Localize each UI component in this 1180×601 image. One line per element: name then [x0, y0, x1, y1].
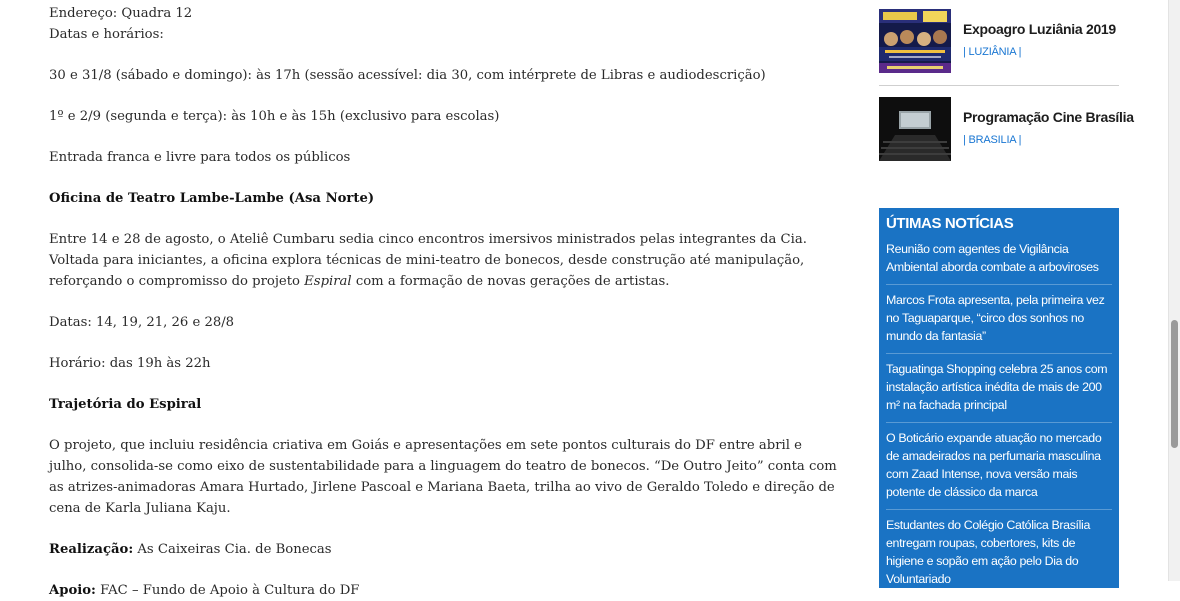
- news-link[interactable]: O Boticário expande atuação no mercado de amadeirados na perfumaria masculina com Zaad Intense, nova versão mais potente de clássico da marca: [886, 422, 1112, 509]
- cinema-thumbnail[interactable]: [879, 97, 951, 161]
- news-link[interactable]: Estudantes do Colégio Católica Brasília entregam roupas, cobertores, kits de higiene e sopão em ação pelo Dia do Voluntariado: [886, 509, 1112, 596]
- credits-line: [49, 539, 839, 560]
- latest-news-heading: ÚTIMAS NOTÍCIAS: [886, 215, 1014, 232]
- news-link[interactable]: Reunião com agentes de Vigilância Ambiental aborda combate a arboviroses: [886, 242, 1099, 274]
- schedule-weekday: 1º e 2/9 (segunda e terça): às 10h e às 15h (exclusivo para escolas): [49, 109, 500, 124]
- address-text: Endereço: Quadra 12: [49, 6, 193, 21]
- schedule-weekend: 30 e 31/8 (sábado e domingo): às 17h (sessão acessível: dia 30, com intérprete de Libras e audiodescrição): [49, 68, 766, 83]
- support-line: [49, 580, 839, 601]
- related-post-cine-brasilia[interactable]: [879, 97, 1134, 163]
- project-name-emphasis: Espiral: [304, 274, 352, 289]
- scrollbar-thumb[interactable]: [1171, 320, 1178, 448]
- workshop-time: Horário: das 19h às 22h: [49, 356, 211, 371]
- related-category[interactable]: | LUZIÂNIA |: [963, 46, 1022, 58]
- scrollbar[interactable]: [1168, 0, 1180, 581]
- workshop-text-part-1: Entre 14 e 28 de agosto, o Ateliê Cumbaru sedia cinco encontros imersivos ministrados pelas integrantes da Cia. Voltada para iniciantes, a oficina explora técnicas de mini-teatro de bonecos, desde construção até manipulação, reforçando o compromisso do projeto: [49, 232, 807, 289]
- article-body: [49, 0, 839, 601]
- news-link[interactable]: Taguatinga Shopping celebra 25 anos com instalação artística inédita de mais de 200 m² na fachada principal: [886, 353, 1112, 422]
- latest-news-widget: [879, 208, 1119, 588]
- related-category[interactable]: | BRASILIA |: [963, 134, 1022, 146]
- divider: [879, 85, 1119, 86]
- related-title[interactable]: Expoagro Luziânia 2019: [963, 21, 1116, 37]
- related-title[interactable]: Programação Cine Brasília: [963, 109, 1134, 125]
- workshop-text-part-2: com a formação de novas gerações de artistas.: [351, 274, 670, 289]
- credit-value: As Caixeiras Cia. de Bonecas: [133, 542, 332, 557]
- workshop-description: [49, 229, 839, 292]
- support-label: Apoio:: [49, 583, 96, 598]
- free-entry-text: Entrada franca e livre para todos os públicos: [49, 150, 351, 165]
- trajectory-heading: Trajetória do Espiral: [49, 397, 202, 412]
- workshop-dates: Datas: 14, 19, 21, 26 e 28/8: [49, 315, 235, 330]
- schedule-label: Datas e horários:: [49, 27, 164, 42]
- related-post-expoagro[interactable]: [879, 9, 1119, 75]
- news-link[interactable]: Marcos Frota apresenta, pela primeira vez no Taguaparque, “circo dos sonhos no mundo da fantasia”: [886, 284, 1112, 353]
- support-value: FAC – Fundo de Apoio à Cultura do DF: [95, 583, 360, 598]
- workshop-heading: Oficina de Teatro Lambe-Lambe (Asa Norte): [49, 191, 375, 206]
- credit-label: Realização:: [49, 542, 134, 557]
- expo-poster-thumbnail[interactable]: [879, 9, 951, 73]
- trajectory-text: O projeto, que incluiu residência criativa em Goiás e apresentações em sete pontos culturais do DF entre abril e julho, consolida-se como eixo de sustentabilidade para a linguagem do teatro de bonecos. “De Outro Jeito” conta com as atrizes-animadoras Amara Hurtado, Jirlene Pascoal e Mariana Baeta, trilha ao vivo de Geraldo Toledo e direção de cena de Karla Juliana Kaju.: [49, 438, 837, 516]
